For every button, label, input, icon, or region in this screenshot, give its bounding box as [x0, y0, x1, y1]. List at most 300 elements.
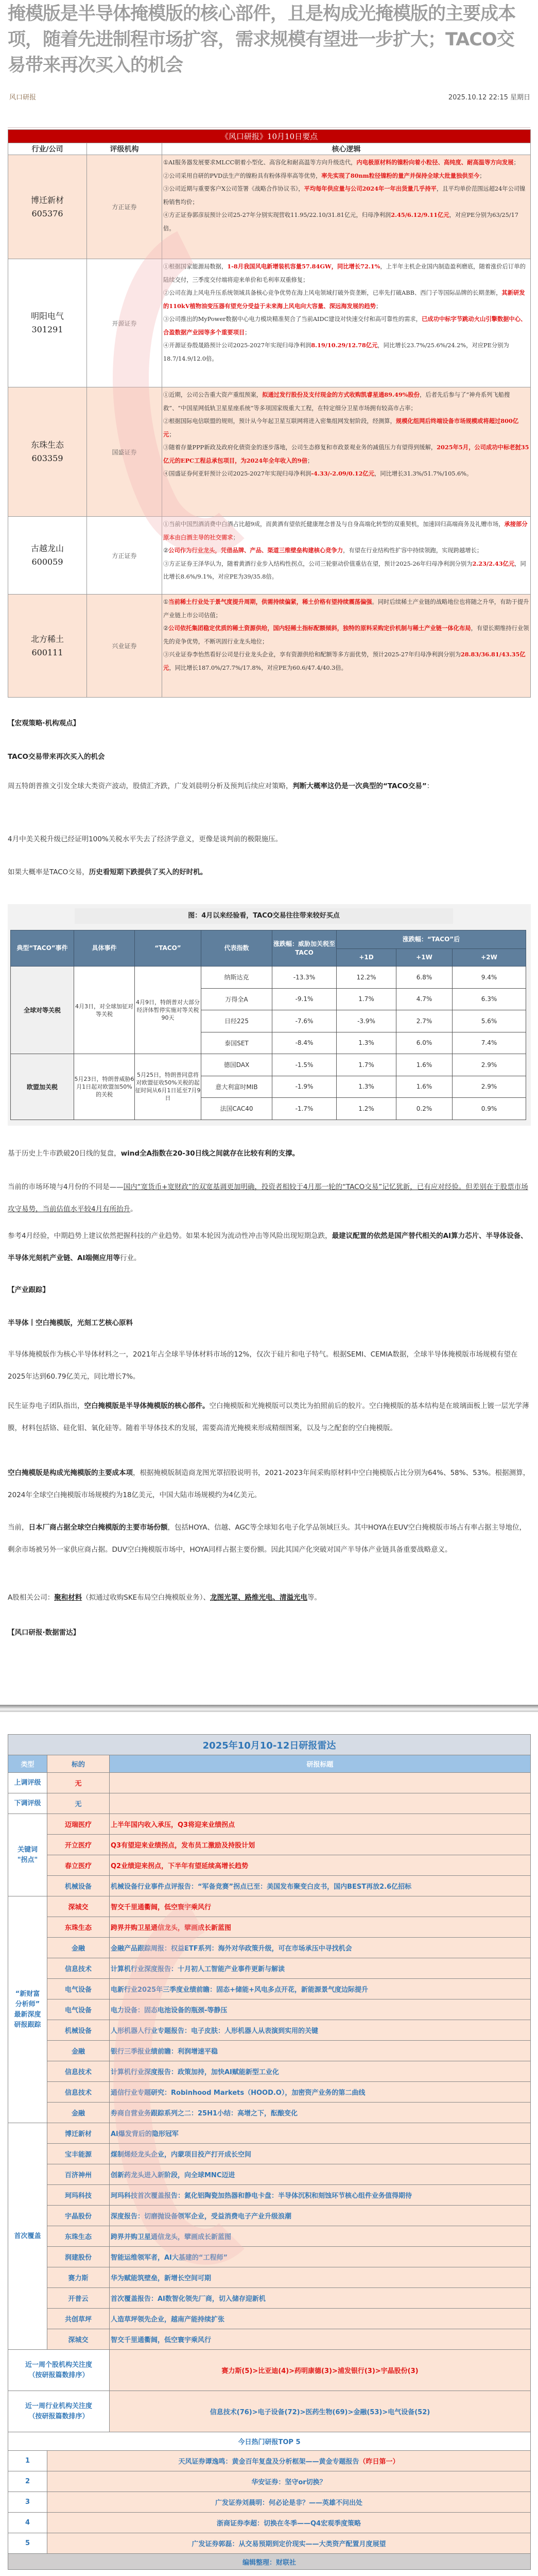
text-run: A股相关公司： — [8, 1594, 55, 1602]
text-run: ③公司推出的MyPower数据中心电力模块精准契合了当前AIDC建设对快速交付和高可靠性的需求， — [163, 316, 422, 323]
text-run: 国内“宽货币+宽财政”的双宽基调更加明确，投资者相较于4月那一轮的“TACO交易”记忆犹新，已有应对经验。但差别在于股票市场攻守易势，当前估值水平较4月有所抬升 — [8, 1183, 528, 1213]
highlight-text: 拟通过发行股份及支付现金的方式收购凯睿星通89.49%股份 — [262, 391, 420, 398]
radar-target[interactable]: 宇晶股份 — [47, 2206, 110, 2226]
top5-row[interactable] — [8, 2451, 531, 2471]
top5-row[interactable] — [8, 2533, 531, 2554]
radar-row — [8, 2082, 531, 2103]
text-run: ，有望长期维持行业领先的竞争优势，不断巩固行业龙头地位； — [163, 625, 529, 645]
w2-cell: 6.3% — [453, 988, 526, 1010]
industry-attention-value: 信息技术(76)>电子设备(72)>医药生物(69)>金融(53)>电气设备(52) — [110, 2391, 531, 2432]
highlight-text: 2.23/2.43亿元 — [472, 560, 515, 567]
text-run: ，同比增长23.7%/25.6%/24.2%，对应PE分别为18.7/14.9/12.0倍。 — [163, 342, 509, 362]
th-2w: +2W — [453, 949, 526, 967]
logic-point — [163, 209, 529, 235]
text-run: ： — [426, 782, 434, 790]
event-cell: 全球对等关税 — [11, 967, 74, 1054]
text-run: ； — [245, 329, 251, 336]
radar-title[interactable]: 首次覆盖报告：AI数智化领先厂商，切入储存迎新机 — [110, 2288, 531, 2309]
highlight-text: 已成功中标字节跳动火山引擎数据中心、合盈数据产业园等多个重要项目 — [163, 315, 527, 336]
radar-footer: 编辑整理：财联社 — [8, 2554, 531, 2570]
key-point-row — [8, 387, 531, 517]
logic-point — [163, 518, 529, 544]
w1-cell: 6.0% — [396, 1032, 453, 1054]
industry-paragraph — [8, 1344, 531, 1388]
logic-point — [163, 170, 529, 183]
radar-target[interactable]: 百济神州 — [47, 2164, 110, 2185]
th-threat: 涨跌幅：威胁加关税至TACO — [272, 930, 337, 967]
radar-target[interactable]: 博迁新材 — [47, 2123, 110, 2144]
col-header-company: 行业/公司 — [8, 143, 87, 155]
radar-row — [8, 2185, 531, 2206]
radar-row — [8, 1793, 531, 1814]
text-run: ，根据掩模版制造商龙图光罩招股说明书，2021-2023年间采购原材料中空白掩模版占比分别为64%、58%、53%。根据测算，2024年全球空白掩模版市场规模约为18亿美元，中国大陆市场规模约为4亿美元。 — [8, 1469, 530, 1499]
rating-org: 国盛证券 — [87, 387, 162, 517]
radar-title[interactable]: 计算机行业深度报告：政策加持，加快AI赋能新型工业化 — [110, 2061, 531, 2082]
top5-rank: 3 — [8, 2492, 47, 2513]
logic-point — [163, 622, 529, 648]
radar-target[interactable]: 机械设备 — [47, 2020, 110, 2041]
taco-row — [11, 1054, 526, 1076]
radar-row — [8, 1917, 531, 1938]
radar-target[interactable]: 润建股份 — [47, 2247, 110, 2267]
text-run: ③公司近期与重要客户X公司签署《战略合作协议书》， — [163, 185, 304, 192]
d1-cell: 1.3% — [337, 1032, 396, 1054]
radar-row — [8, 2247, 531, 2267]
radar-row — [8, 2123, 531, 2144]
logic-point — [163, 596, 529, 622]
radar-row — [8, 2103, 531, 2123]
section-industry: 【产业跟踪】 — [8, 1286, 49, 1294]
text-run: ④国盛证券何亚轩预计公司2025-2027年实现归母净利润 — [163, 470, 311, 477]
text-run: ④方正证券郭彦辰预计公司25-27年分别实现营收11.95/22.10/31.81亿元，归母净利润 — [163, 212, 391, 218]
taco-table — [10, 930, 526, 1120]
text-run: ①近期，公司公告重大资产重组预案， — [163, 392, 263, 398]
top5-title[interactable] — [47, 2492, 531, 2513]
key-points-table — [8, 129, 531, 698]
article-title: 掩模版是半导体掩模版的核心部件，且是构成光掩模版的主要成本项，随着先进制程市场扩容，需求规模有望进一步扩大；TACO交易带来再次买入的机会 — [8, 4, 516, 76]
company-name[interactable]: 东珠生态 — [30, 440, 64, 450]
index-cell: 日经225 — [201, 1010, 272, 1032]
radar-title[interactable]: Q3有望迎来业绩拐点，发布员工激励及持股计划 — [110, 1835, 531, 1855]
radar-title[interactable] — [110, 1773, 531, 1793]
logic-point — [163, 286, 529, 313]
highlight-text: 公司依托集团稳定优质的稀土资源供给，国内轻稀土指标配额倾斜，独特的原料采购定价机制与稀土产业链一体化布局 — [168, 624, 471, 632]
radar-title[interactable]: 金融产品跟踪周报：权益ETF系列：海外对华政策升级，可在市场承压中寻找机会 — [110, 1938, 531, 1958]
bold-text: 日本厂商占据全球空白掩模版的主要市场份额 — [28, 1523, 168, 1532]
radar-title[interactable]: 人形机器人行业专题报告：电子皮肤：人形机器人从表演到实用的关键 — [110, 2020, 531, 2041]
rating-org: 兴业证券 — [87, 595, 162, 698]
stock-attention-value: 赛力斯(5)>比亚迪(4)>药明康德(3)>浦发银行(3)>宇晶股份(3) — [110, 2350, 531, 2391]
radar-target[interactable]: 深城交 — [47, 1896, 110, 1917]
logic-point — [163, 182, 529, 209]
radar-row — [8, 2226, 531, 2247]
radar-target[interactable]: 无 — [47, 1773, 110, 1793]
company-name[interactable]: 博迁新材 — [30, 195, 64, 205]
radar-caption: 2025年10月10-12日研报雷达 — [8, 1735, 531, 1755]
top5-row[interactable] — [8, 2513, 531, 2533]
text-run: ②根据国际电信联盟的规则，预计从今年起卫星互联网将进入密集组网发射阶段，经测算， — [163, 418, 396, 425]
highlight-text: 率先实现了80nm粒径镍粉的量产并保持全球大批量独供至今 — [321, 172, 480, 179]
macro-paragraph — [8, 828, 531, 851]
radar-target[interactable]: 金融 — [47, 2041, 110, 2061]
logic-point — [163, 557, 529, 584]
rating-org: 方正证券 — [87, 517, 162, 595]
source-label[interactable]: 风口研报 — [9, 94, 37, 101]
text-run: ① — [163, 599, 169, 605]
radar-target[interactable]: 迈瑞医疗 — [47, 1814, 110, 1835]
event-cell: 欧盟加关税 — [11, 1054, 74, 1120]
top5-title[interactable] — [47, 2451, 531, 2471]
radar-target[interactable]: 无 — [47, 1793, 110, 1814]
radar-row — [8, 2041, 531, 2061]
radar-row — [8, 1814, 531, 1835]
text-run: （拟通过收购SKE布局空白掩模版业务）、 — [82, 1594, 210, 1602]
industry-heading: 半导体丨空白掩模版，光刻工艺核心原料 — [8, 1319, 133, 1327]
detail-cell: 5月23日，特朗普威胁6月1日起对欧盟加50%的关税 — [74, 1054, 135, 1120]
radar-target[interactable]: 开立医疗 — [47, 1835, 110, 1855]
text-run: ，同比增长8.6%/9.1%，对应PE为39/35.8倍。 — [163, 560, 526, 580]
threat-cell: -1.9% — [272, 1076, 337, 1098]
radar-title[interactable]: 智交千里通衢阔，低空寰宇乘风行 — [110, 1896, 531, 1917]
w1-cell: 0.2% — [396, 1098, 453, 1120]
industry-paragraph — [8, 1395, 531, 1439]
w1-cell: 2.7% — [396, 1010, 453, 1032]
text-run: ①AI服务器发展要求MLCC朝着小型化、高容化和耐高温等方向升级迭代， — [163, 159, 357, 166]
stock-code: 301291 — [31, 325, 63, 334]
radar-header-title: 研报标题 — [110, 1755, 531, 1773]
radar-target[interactable]: 东珠生态 — [47, 1917, 110, 1938]
rating-org: 开源证券 — [87, 259, 162, 387]
top5-row[interactable] — [8, 2492, 531, 2513]
index-cell: 意大利富时MIB — [201, 1076, 272, 1098]
taco-cell: 5月25日，特朗普同意将对欧盟征收50%关税的起征时间从6月1日延至7月9日 — [135, 1054, 201, 1120]
radar-title[interactable]: 电新行业2025年三季度业绩前瞻：固态+储能+风电多点开花，新能源景气度边际提升 — [110, 1979, 531, 1999]
industry-paragraph — [8, 1587, 531, 1609]
radar-row — [8, 1958, 531, 1979]
text-run: ①当前中国烈酒消费中白酒占比超9成，而黄酒有望依托健康理念普及与自身高端化转型的双重契机，加速回归高端商务及礼赠市场， — [163, 521, 505, 528]
radar-row — [8, 2329, 531, 2350]
th-index: 代表指数 — [201, 930, 272, 967]
radar-title[interactable]: 珂玛科技首次覆盖报告：氮化铝陶瓷加热器和静电卡盘：半导体沉积和刻蚀环节核心组件业务值得期待 — [110, 2185, 531, 2206]
radar-type: 关键词 "拐点" — [8, 1814, 47, 1896]
logic-point — [163, 441, 529, 467]
text-run: 当前的市场环境与4月份的不同是—— — [8, 1183, 124, 1191]
top5-title-text: 华安证券：坚守or切换？ — [251, 2479, 326, 2486]
text-run: ，对应PE分别为63/25/17倍。 — [163, 212, 518, 232]
top5-title[interactable] — [47, 2533, 531, 2554]
top5-note: （昨日第一） — [359, 2458, 400, 2466]
core-logic — [162, 259, 531, 387]
company-name[interactable]: 古越龙山 — [30, 544, 64, 553]
radar-target[interactable]: 开普云 — [47, 2288, 110, 2309]
radar-row — [8, 1938, 531, 1958]
text-run: ； — [233, 534, 239, 541]
highlight-text: 公司作为行业龙头，凭借品牌、产品、渠道三维壁垒构建核心竞争力 — [168, 547, 343, 554]
text-run: ，包括HOYA、信越、AGC等全球知名电子化学品领域巨头。其中HOYA在EUV空白掩模版市场占有率占据主导地位，剩余市场被另外一家供应商占据。DUV空白掩模版市场中，HOYA同样占据主要份额。因此其国产化突破对国产半导体产业链具备重要战略意义。 — [8, 1523, 526, 1554]
radar-row — [8, 2061, 531, 2082]
highlight-text: 2025年5月，公司成功中标老挝35亿元的EPC工程总承包项目，为2024年全年收入的9倍 — [163, 444, 529, 464]
radar-header-target: 标的 — [47, 1755, 110, 1773]
detail-cell: 4月3日，对全球加征对等关税 — [74, 967, 135, 1054]
d1-cell: 12.2% — [337, 967, 396, 989]
logic-point — [163, 260, 529, 286]
radar-title[interactable]: Q2业绩迎来拐点，下半年有望延续高增长趋势 — [110, 1855, 531, 1876]
industry-attention-label: 近一周行业机构关注度 （按研报篇数排序） — [8, 2391, 110, 2432]
bold-text: 聚和材料 — [54, 1594, 82, 1602]
radar-row — [8, 1835, 531, 1855]
th-1w: +1W — [396, 949, 453, 967]
section-macro: 【宏观策略·机构观点】 — [8, 719, 80, 727]
bold-text: 判断大概率这仍是一次典型的“TACO交易” — [292, 782, 427, 790]
macro-heading: TACO交易带来再次买入的机会 — [8, 753, 105, 761]
radar-target[interactable]: 机械设备 — [47, 1876, 110, 1896]
radar-type: “新财富 分析师” 最新深度 研报跟踪 — [8, 1896, 47, 2123]
radar-title[interactable]: 银行三季报业绩前瞻：利润增速平稳 — [110, 2041, 531, 2061]
highlight-text: -4.33/-2.09/0.12亿元 — [311, 470, 375, 477]
company-name[interactable]: 明阳电气 — [30, 311, 64, 321]
top5-title-text: 浙商证券李超：切换在冬季——Q4宏观季度策略 — [216, 2520, 361, 2528]
index-cell: 泰国SET — [201, 1032, 272, 1054]
radar-target[interactable]: 金融 — [47, 2103, 110, 2123]
index-cell: 万得全A — [201, 988, 272, 1010]
radar-target[interactable]: 深城交 — [47, 2329, 110, 2350]
radar-target[interactable]: 宝丰能源 — [47, 2144, 110, 2164]
industry-paragraph — [8, 1462, 531, 1506]
radar-title[interactable]: 人造草坪领先企业，越南产能持续扩张 — [110, 2309, 531, 2329]
text-run: ，有望在行业结构性扩容中持续领跑，实现跨越增长； — [343, 547, 483, 554]
logic-point — [163, 415, 529, 441]
key-point-row — [8, 259, 531, 387]
radar-title[interactable]: 电力设备：固态电池设备的瓶颈-等静压 — [110, 1999, 531, 2020]
radar-type: 首次覆盖 — [8, 2123, 47, 2350]
macro-paragraph — [8, 1143, 531, 1165]
text-run: 基于历史上牛市跌破20日线的复盘， — [8, 1149, 121, 1158]
taco-figure-caption: 图：4月以来经验看，TACO交易往往带来较好买点 — [75, 908, 453, 924]
radar-row — [8, 1896, 531, 1917]
top5-title[interactable] — [47, 2471, 531, 2492]
highlight-text: 28.83/36.81/43.35亿元 — [163, 651, 526, 671]
w1-cell: 1.6% — [396, 1076, 453, 1098]
col-header-logic: 核心逻辑 — [162, 143, 531, 155]
bold-text: 历史看短期下跌提供了买入的好时机。 — [89, 868, 207, 876]
text-run: ，同比增长31.3%/51.7%/105.6%。 — [374, 470, 473, 477]
text-run: ； — [375, 302, 382, 310]
logic-point — [163, 648, 529, 674]
threat-cell: -13.3% — [272, 967, 337, 989]
index-cell: 法国CAC40 — [201, 1098, 272, 1120]
d1-cell: 1.7% — [337, 988, 396, 1010]
stock-code: 603359 — [31, 453, 63, 463]
radar-target[interactable]: 电气设备 — [47, 1979, 110, 1999]
text-run: 4月中美关税升级已经证明100%关税水平失去了经济学意义，更像是谈判前的极限施压。 — [8, 835, 283, 843]
key-point-row — [8, 155, 531, 259]
logic-point — [163, 156, 529, 170]
bold-text: 空白掩模版是半导体掩模版的核心部件。 — [84, 1402, 210, 1410]
bold-text: wind全A指数在20-30日线之间就存在比较有利的支撑。 — [120, 1149, 300, 1158]
highlight-text: 当前稀土行业处于景气度提升周期，供需持续偏紧，稀土价格有望持续震荡偏强 — [168, 598, 372, 605]
text-run: 等。 — [307, 1594, 321, 1602]
core-logic — [162, 517, 531, 595]
radar-row — [8, 2267, 531, 2288]
text-run: ； — [479, 172, 485, 179]
radar-type: 下调评级 — [8, 1793, 47, 1814]
w1-cell: 6.8% — [396, 967, 453, 989]
radar-title[interactable]: AI爆发背后的隐形冠军 — [110, 2123, 531, 2144]
text-run: ，且平均单价范围远超24年公司镍粉销售均价； — [163, 185, 526, 206]
radar-target[interactable]: 珂玛科技 — [47, 2185, 110, 2206]
d1-cell: 1.3% — [337, 1076, 396, 1098]
stock-code: 605376 — [31, 208, 63, 218]
image-divider — [0, 1705, 538, 1712]
radar-title[interactable]: 深度报告：切磨抛设备领军企业，受益消费电子产业升级浪潮 — [110, 2206, 531, 2226]
radar-title[interactable]: 创新药龙头进入新阶段，向全球MNC迈进 — [110, 2164, 531, 2185]
bold-text: 龙图光罩、路维光电、清溢光电 — [210, 1594, 307, 1602]
radar-title[interactable]: 券商自营业务跟踪系列之二：25H1小结：高增之下，酝酿变化 — [110, 2103, 531, 2123]
stock-attention-label: 近一周个股机构关注度 （按研报篇数排序） — [8, 2350, 110, 2391]
radar-target[interactable]: 东珠生态 — [47, 2226, 110, 2247]
threat-cell: -8.4% — [272, 1032, 337, 1054]
radar-table — [8, 1734, 531, 2570]
th-detail: 具体事件 — [74, 930, 135, 967]
text-run: ，后者先后参与了“神舟系列飞船搜救”、“中国星网低轨卫星星座系统”等多项国家级重大工程，在特定细分卫星市场拥有较高市占率； — [163, 392, 510, 412]
industry-paragraph — [8, 1517, 531, 1561]
radar-title[interactable]: 跨界并购卫星通信龙头，擘画成长新蓝图 — [110, 2226, 531, 2247]
text-run: 半导体掩模版作为核心半导体材料之一，2021年占全球半导体材料市场的12%，仅次于硅片和电子特气。根据SEMI、CEMIA数据，全球半导体掩模版市场规模有望在2025年达到60.79亿美元，同比增长7%。 — [8, 1350, 518, 1381]
index-cell: 纳斯达克 — [201, 967, 272, 989]
text-run: ，上半年主机企业国内制造盈利磨底，随着涨价后订单的陆续交付，三季度交付端将迎来单价和毛利率双重修复； — [163, 263, 526, 283]
radar-row — [8, 1979, 531, 1999]
radar-title[interactable]: 跨界并购卫星通信龙头，擘画成长新蓝图 — [110, 1917, 531, 1938]
highlight-text: 2.45/6.12/9.11亿元 — [391, 211, 449, 218]
publish-datetime: 2025.10.12 22:15 星期日 — [448, 94, 530, 101]
text-run: ，同比增长187.0%/27.7%/17.8%，对应PE为60.6/47.4/40.3倍。 — [169, 664, 347, 671]
stock-code: 600111 — [31, 647, 63, 657]
text-run: ①根据国家能源局数据， — [163, 263, 228, 270]
divider — [8, 127, 530, 128]
logic-point — [163, 339, 529, 365]
radar-target[interactable]: 共创草坪 — [47, 2309, 110, 2329]
threat-cell: -9.1% — [272, 988, 337, 1010]
radar-target[interactable]: 信息技术 — [47, 2061, 110, 2082]
rating-org: 方正证券 — [87, 155, 162, 259]
company-cell — [8, 595, 87, 698]
threat-cell: -1.7% — [272, 1098, 337, 1120]
w1-cell: 4.7% — [396, 988, 453, 1010]
radar-title[interactable]: 华为赋能筑壁垒，新增长空间可期 — [110, 2267, 531, 2288]
core-logic — [162, 155, 531, 259]
d1-cell: -3.9% — [337, 1010, 396, 1032]
stock-code: 600059 — [31, 557, 63, 567]
radar-title[interactable]: 智交千里通衢阔，低空寰宇乘风行 — [110, 2329, 531, 2350]
w2-cell: 0.9% — [453, 1098, 526, 1120]
th-taco: “TACO” — [135, 930, 201, 967]
radar-header-type: 类型 — [8, 1755, 47, 1773]
company-cell — [8, 259, 87, 387]
th-1d: +1D — [337, 949, 396, 967]
w2-cell: 2.9% — [453, 1076, 526, 1098]
index-cell: 德国DAX — [201, 1054, 272, 1076]
top5-title-text: 天风证券谭逸鸣：黄金百年复盘及分析框架——黄金专题报告 — [178, 2458, 359, 2466]
radar-title[interactable]: 通信行业专题研究：Robinhood Markets（HOOD.O），加密资产业务的第二曲线 — [110, 2082, 531, 2103]
text-run: ②公司采用自研的PVD法生产的镍粉具有粉体得率高等优势， — [163, 172, 322, 179]
text-run: ； — [513, 159, 519, 166]
radar-row — [8, 2144, 531, 2164]
w2-cell: 9.4% — [453, 967, 526, 989]
radar-row — [8, 1876, 531, 1896]
threat-cell: -7.6% — [272, 1010, 337, 1032]
bold-text: 最建议配置的依然是国产替代相关的AI算力芯片、半导体设备、半导体光刻机产业链、AI端侧应用等 — [8, 1232, 528, 1262]
key-points-caption: 《风口研报》10月10日要点 — [8, 130, 531, 143]
key-point-row — [8, 595, 531, 698]
logic-point — [163, 313, 529, 339]
top5-title-text: 广发证券郭磊：从交易预期到定价现实——大类资产配置月度展望 — [192, 2540, 386, 2548]
text-run: ③随着存量PPP新政及政府化债资金的逐步落地，公司生态修复和市政景观业务的减值压力有望得到缓解， — [163, 444, 437, 451]
text-run: 民生证券电子团队指出， — [8, 1402, 84, 1410]
text-run: ② — [163, 625, 169, 632]
radar-row — [8, 1855, 531, 1876]
radar-target[interactable]: 信息技术 — [47, 2082, 110, 2103]
text-run: 周五特朗普推文引发全球大类资产波动，股债汇齐跌，广发刘晨明分析及预判后续应对策略， — [8, 782, 293, 790]
highlight-text: 内电极原材料的镍粉向着小粒径、高纯度、耐高温等方向发展 — [356, 159, 514, 166]
top5-rank: 2 — [8, 2471, 47, 2492]
text-run: ②公司在海上风电升压系统领域具备核心竞争优势在海上风电领域打破外资垄断，已率先打破ABB、西门子等国际品牌的长期垄断， — [163, 290, 502, 296]
w2-cell: 2.9% — [453, 1054, 526, 1076]
text-run: ③兴业证券李怡然看好公司是行业龙头企业，享有资源供给和配额等多方面优势，预计2025-27年归母净利润分别为 — [163, 651, 461, 658]
text-run: ； — [307, 457, 314, 464]
w2-cell: 7.4% — [453, 1032, 526, 1054]
company-name[interactable]: 北方稀土 — [30, 634, 64, 644]
highlight-text: 1-8月我国风电新增装机容量57.84GW，同比增长72.1% — [227, 263, 380, 270]
radar-target[interactable]: 信息技术 — [47, 1958, 110, 1979]
radar-title[interactable]: 计算机行业深度报告：十月初人工智能产业事件更新与解读 — [110, 1958, 531, 1979]
radar-title[interactable]: 机械设备行业事件点评报告：“军备竞赛”拐点已至：美国发布聚变白皮书，国内BEST再放2.6亿招标 — [110, 1876, 531, 1896]
taco-cell: 4月9日，特朗普对大部分经济体暂停实施对等关税90天 — [135, 967, 201, 1054]
key-point-row — [8, 517, 531, 595]
radar-title[interactable] — [110, 1793, 531, 1814]
radar-target[interactable]: 春立医疗 — [47, 1855, 110, 1876]
text-run: ③方正证券王泽华认为，随着黄酒行业步入结构性拐点，公司三轮驱动价值重估在望，预计2025-26年归母净利润分别为 — [163, 560, 473, 567]
radar-type: 上调评级 — [8, 1773, 47, 1793]
text-run: 。同时后续稀土产业链的战略地位也将随之升华，有助于提升产业链上市公司估值； — [163, 599, 529, 619]
radar-target[interactable]: 电气设备 — [47, 1999, 110, 2020]
highlight-text: 规模化组网后终端设备市场规模或将超过800亿元 — [163, 417, 519, 438]
macro-paragraph — [8, 861, 531, 884]
radar-title[interactable]: 煤制烯烃龙头企业，内蒙项目投产打开成长空间 — [110, 2144, 531, 2164]
radar-row — [8, 1999, 531, 2020]
highlight-text: 承接部分原本由白酒主导的社交需求 — [163, 520, 528, 541]
bold-text: 空白掩模版是构成光掩模版的主要成本项 — [8, 1469, 133, 1477]
radar-row — [8, 2164, 531, 2185]
company-cell — [8, 387, 87, 517]
radar-title[interactable]: 上半年国内收入承压，Q3将迎来业绩拐点 — [110, 1814, 531, 1835]
radar-target[interactable]: 金融 — [47, 1938, 110, 1958]
radar-title[interactable]: 智能运维领军者，AI大基建的“工程师” — [110, 2247, 531, 2267]
threat-cell: -1.5% — [272, 1054, 337, 1076]
text-run: ② — [163, 547, 169, 554]
radar-row — [8, 2309, 531, 2329]
logic-point — [163, 544, 529, 557]
radar-target[interactable]: 赛力斯 — [47, 2267, 110, 2288]
macro-paragraph — [8, 775, 531, 798]
top5-row[interactable] — [8, 2471, 531, 2492]
company-cell — [8, 517, 87, 595]
text-run: 如果大概率是TACO交易， — [8, 868, 89, 876]
company-cell — [8, 155, 87, 259]
text-run: 空白掩模版和光掩模版可以类比为拍照前后的胶片。空白掩模版的基本结构是在玻璃面板上镀一层光学薄膜，材料包括铬、硅化钼、氧化硅等。随着半导体技术的发展，需要高清光掩模来形成精细图案，以及与之配套的空白掩模版。 — [8, 1402, 529, 1432]
logic-point — [163, 388, 529, 415]
top5-title[interactable] — [47, 2513, 531, 2533]
taco-row — [11, 967, 526, 989]
